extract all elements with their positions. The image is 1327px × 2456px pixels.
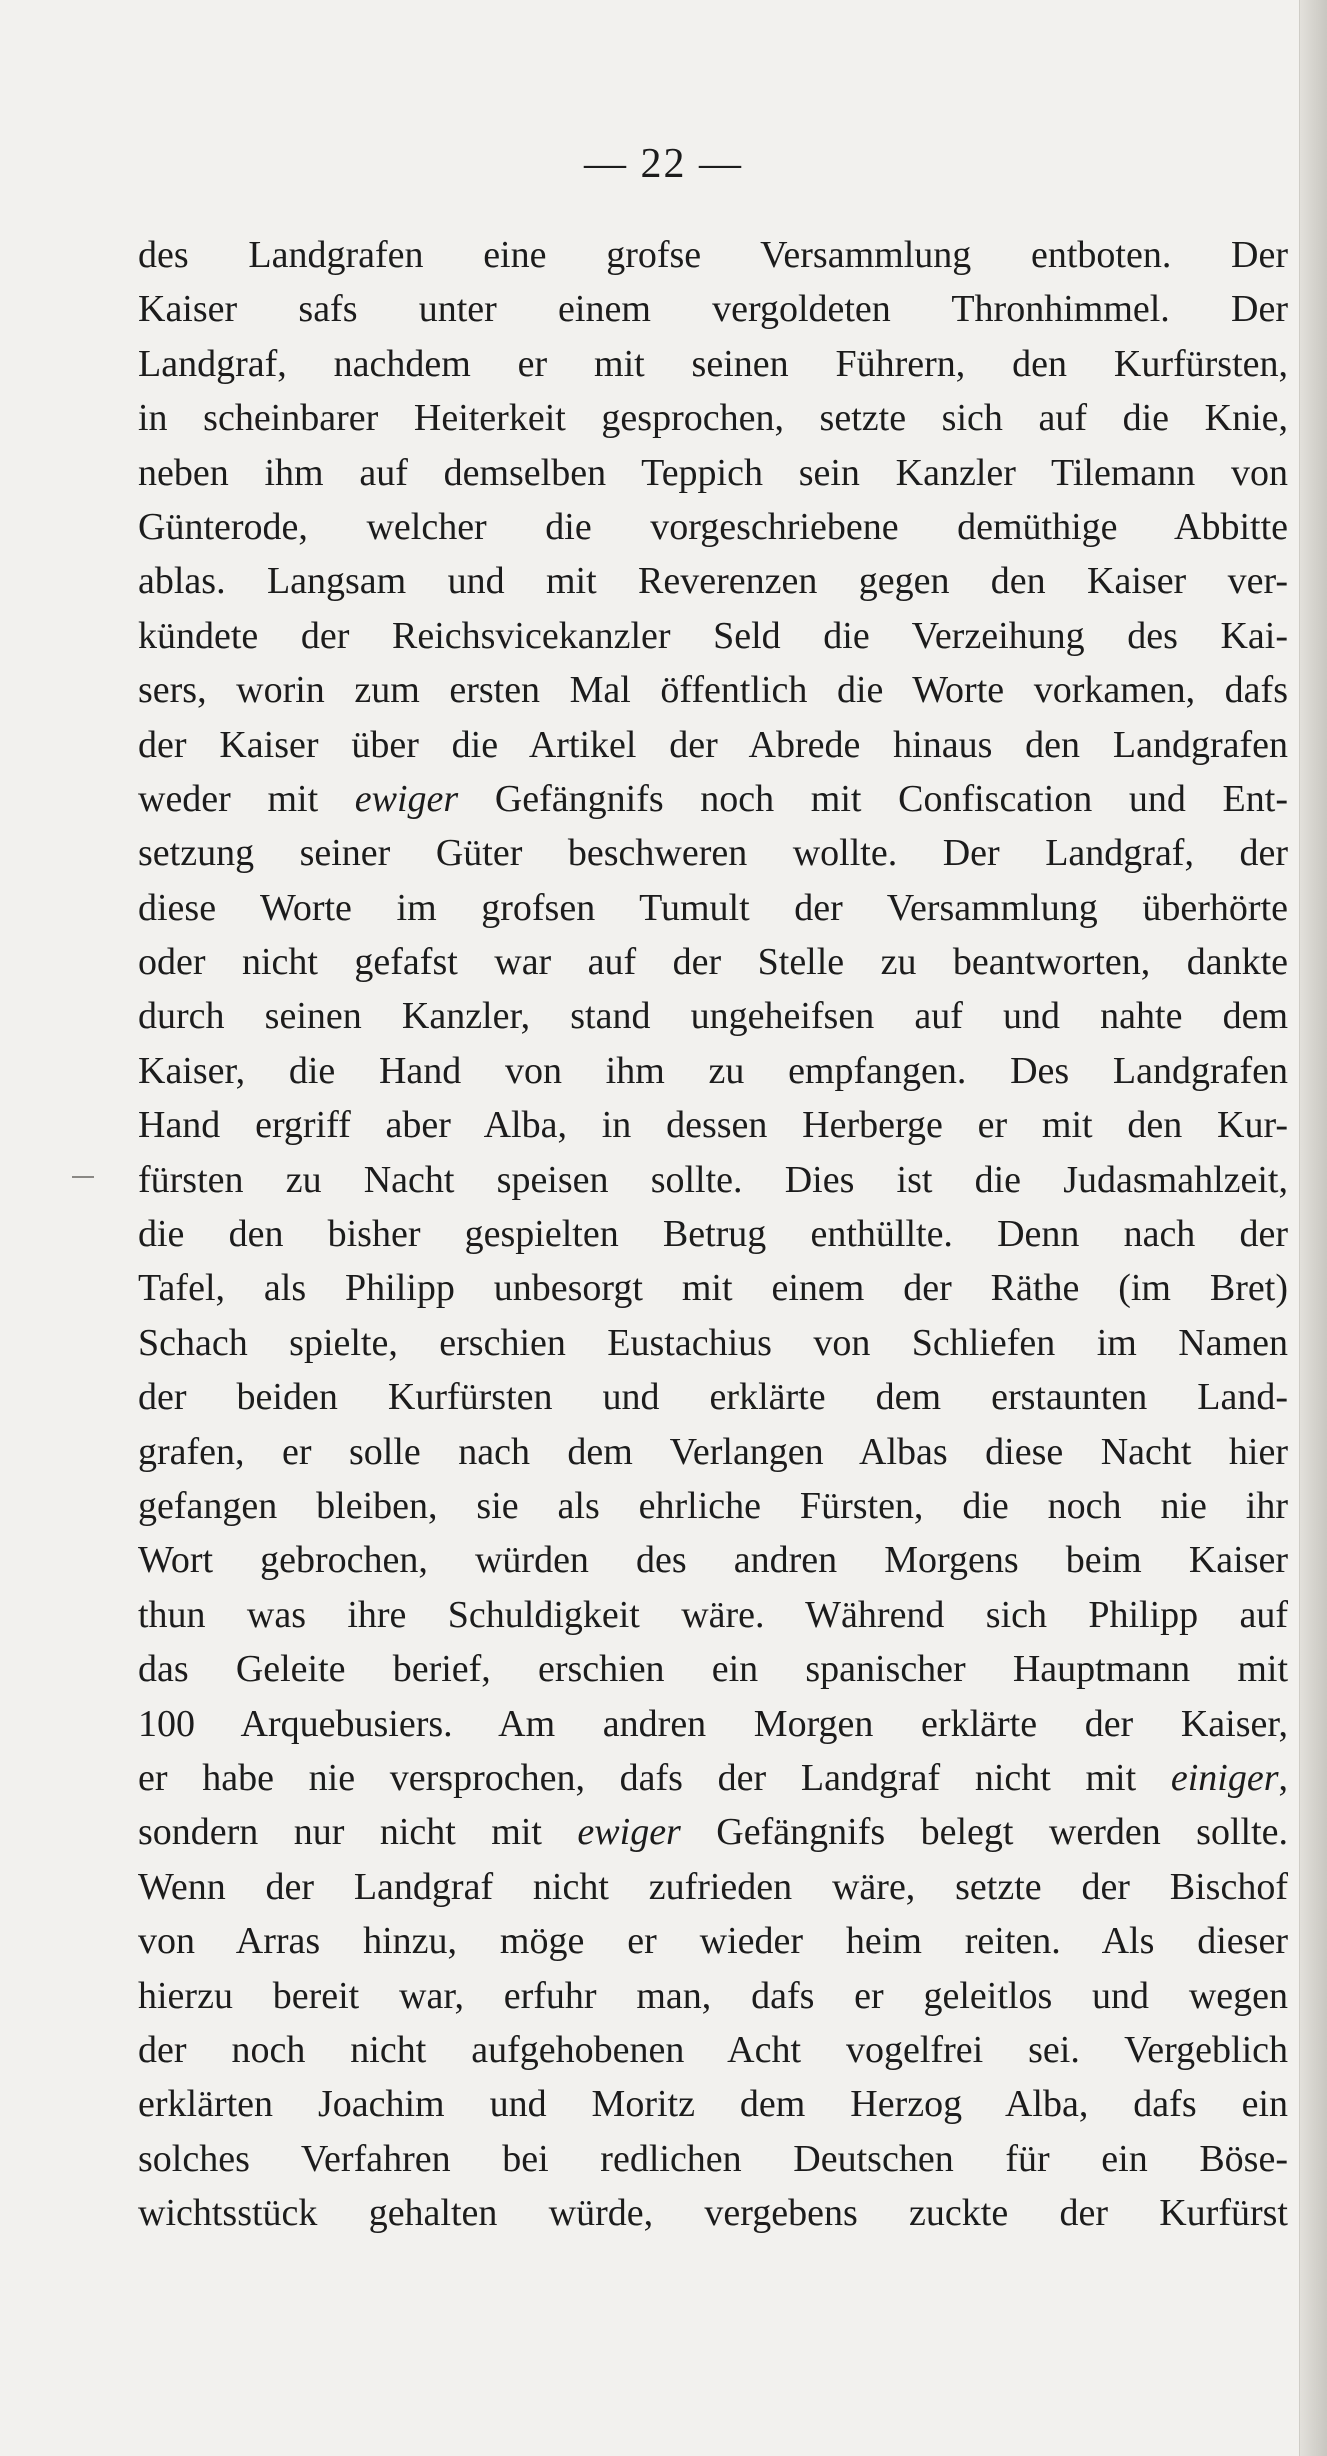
- text-line: thun was ihre Schuldigkeit wäre. Während sich Philipp auf: [138, 1593, 1288, 1636]
- text-line: setzung seiner Güter beschweren wollte. Der Landgraf, der: [138, 832, 1288, 875]
- text-line: 100 Arquebusiers. Am andren Morgen erklärte der Kaiser,: [138, 1702, 1288, 1745]
- text-line: Wort gebrochen, würden des andren Morgens beim Kaiser: [138, 1539, 1288, 1582]
- text-line: in scheinbarer Heiterkeit gesprochen, setzte sich auf die Knie,: [138, 397, 1288, 440]
- page-edge: [1299, 0, 1327, 2456]
- text-line: Schach spielte, erschien Eustachius von Schliefen im Namen: [138, 1321, 1288, 1364]
- text-line: die den bisher gespielten Betrug enthüllte. Denn nach der: [138, 1213, 1288, 1256]
- page-number: — 22 —: [584, 141, 743, 187]
- text-line: sers, worin zum ersten Mal öffentlich die Worte vorkamen, dafs: [138, 669, 1288, 712]
- body-text: [138, 228, 1288, 2240]
- text-line: das Geleite berief, erschien ein spanischer Hauptmann mit: [138, 1648, 1288, 1691]
- text-line: solches Verfahren bei redlichen Deutschen für ein Böse-: [138, 2137, 1288, 2180]
- text-line: fürsten zu Nacht speisen sollte. Dies ist die Judasmahlzeit,: [138, 1158, 1288, 1201]
- text-line: Tafel, als Philipp unbesorgt mit einem der Räthe (im Bret): [138, 1267, 1288, 1310]
- text-line: gefangen bleiben, sie als ehrliche Fürsten, die noch nie ihr: [138, 1484, 1288, 1527]
- text-line: Günterode, welcher die vorgeschriebene demüthige Abbitte: [138, 505, 1288, 548]
- text-line: diese Worte im grofsen Tumult der Versammlung überhörte: [138, 886, 1288, 929]
- text-line: der beiden Kurfürsten und erklärte dem erstaunten Land-: [138, 1376, 1288, 1419]
- text-line: der noch nicht aufgehobenen Acht vogelfrei sei. Vergeblich: [138, 2028, 1288, 2071]
- text-line: von Arras hinzu, möge er wieder heim reiten. Als dieser: [138, 1920, 1288, 1963]
- text-line: durch seinen Kanzler, stand ungeheifsen auf und nahte dem: [138, 995, 1288, 1038]
- text-line: oder nicht gefafst war auf der Stelle zu beantworten, dankte: [138, 941, 1288, 984]
- text-line: weder mit ewiger Gefängnifs noch mit Confiscation und Ent-: [138, 777, 1288, 820]
- text-line: Landgraf, nachdem er mit seinen Führern, den Kurfürsten,: [138, 342, 1288, 385]
- text-line: Kaiser safs unter einem vergoldeten Thronhimmel. Der: [138, 288, 1288, 331]
- text-line: Kaiser, die Hand von ihm zu empfangen. Des Landgrafen: [138, 1049, 1288, 1092]
- text-line: neben ihm auf demselben Teppich sein Kanzler Tilemann von: [138, 451, 1288, 494]
- text-line: ablas. Langsam und mit Reverenzen gegen den Kaiser ver-: [138, 560, 1288, 603]
- text-line: Hand ergriff aber Alba, in dessen Herberge er mit den Kur-: [138, 1104, 1288, 1147]
- text-line: sondern nur nicht mit ewiger Gefängnifs belegt werden sollte.: [138, 1811, 1288, 1854]
- text-line: wichtsstück gehalten würde, vergebens zuckte der Kurfürst: [138, 2192, 1288, 2235]
- text-line: erklärten Joachim und Moritz dem Herzog Alba, dafs ein: [138, 2083, 1288, 2126]
- text-line: Wenn der Landgraf nicht zufrieden wäre, setzte der Bischof: [138, 1865, 1288, 1908]
- text-line: kündete der Reichsvicekanzler Seld die Verzeihung des Kai-: [138, 614, 1288, 657]
- text-line: er habe nie versprochen, dafs der Landgraf nicht mit einiger,: [138, 1756, 1288, 1799]
- text-line: grafen, er solle nach dem Verlangen Albas diese Nacht hier: [138, 1430, 1288, 1473]
- text-line: hierzu bereit war, erfuhr man, dafs er geleitlos und wegen: [138, 1974, 1288, 2017]
- text-line: der Kaiser über die Artikel der Abrede hinaus den Landgrafen: [138, 723, 1288, 766]
- margin-mark: [72, 1176, 94, 1178]
- text-line: des Landgrafen eine grofse Versammlung entboten. Der: [138, 234, 1288, 276]
